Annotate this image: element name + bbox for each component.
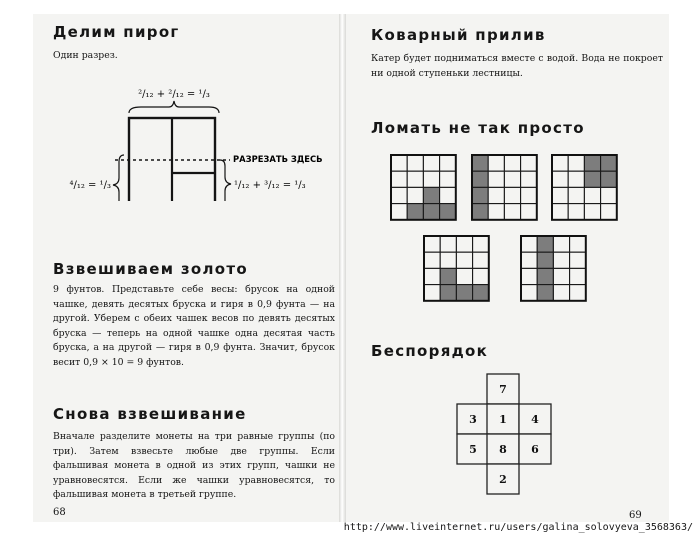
grid-cell xyxy=(440,268,456,284)
grid-cell xyxy=(472,187,488,203)
grid-cell xyxy=(423,155,439,171)
grid-5 xyxy=(521,236,586,301)
top-brace xyxy=(129,101,219,113)
grid-cell xyxy=(584,171,600,187)
grid-cell xyxy=(391,187,407,203)
grid-cell xyxy=(568,187,584,203)
chocolate-grids xyxy=(346,150,669,310)
weighing-text: Вначале разделите монеты на три равные группы (по три). Затем взвесьте любые две группы. Если фальшивая монета в одной из этих групп, чашки не уравновесятся. Если же чашки уравновесятся, то фальшивая монета в третьей группе. xyxy=(53,431,335,501)
grid-cell xyxy=(440,285,456,301)
grid-cell xyxy=(472,171,488,187)
grid-cell xyxy=(504,204,520,220)
grid-cell xyxy=(553,285,569,301)
grid-cell xyxy=(472,204,488,220)
left-brace xyxy=(113,155,124,201)
grid-cell xyxy=(456,252,472,268)
grid-cell xyxy=(488,204,504,220)
grid-cell xyxy=(521,268,537,284)
cell-bottom: 2 xyxy=(499,473,507,486)
grid-cell xyxy=(568,204,584,220)
tide-text: Катер будет подниматься вместе с водой. Вода не покроет ни одной ступеньки лестницы. xyxy=(371,53,663,79)
grid-4 xyxy=(424,236,489,301)
cell-right-lower: 6 xyxy=(531,443,539,456)
grid-cell xyxy=(424,252,440,268)
grid-cell xyxy=(521,285,537,301)
grid-cell xyxy=(521,252,537,268)
page-number-right: 69 xyxy=(629,510,642,521)
grid-cell xyxy=(473,236,489,252)
grid-cell xyxy=(424,268,440,284)
grid-cell xyxy=(488,187,504,203)
grid-cell xyxy=(552,204,568,220)
grid-cell xyxy=(456,285,472,301)
grid-cell xyxy=(473,252,489,268)
grid-cell xyxy=(521,204,537,220)
grid-cell xyxy=(424,285,440,301)
grid-cell xyxy=(440,171,456,187)
break-title: Ломать не так просто xyxy=(371,119,585,137)
grid-cell xyxy=(407,204,423,220)
label-right: ¹/₁₂ + ³/₁₂ = ¹/₃ xyxy=(234,180,306,191)
grid-cell xyxy=(440,204,456,220)
grid-cell xyxy=(472,155,488,171)
right-page xyxy=(346,14,669,522)
grid-cell xyxy=(601,155,617,171)
grid-cell xyxy=(537,236,553,252)
grid-cell xyxy=(423,171,439,187)
grid-cell xyxy=(570,268,586,284)
grid-cell xyxy=(601,171,617,187)
grid-cell xyxy=(568,171,584,187)
grid-cell xyxy=(552,171,568,187)
grid-cell xyxy=(553,236,569,252)
grid-cell xyxy=(521,187,537,203)
cell-center-lower: 8 xyxy=(499,443,507,456)
grid-cell xyxy=(440,252,456,268)
source-url[interactable]: http://www.liveinternet.ru/users/galina_solovyeva_3568363/ xyxy=(343,522,693,533)
grid-cell xyxy=(407,155,423,171)
label-left: ⁴/₁₂ = ¹/₃ xyxy=(69,180,111,191)
cell-left-lower: 5 xyxy=(469,443,477,456)
grid-cell xyxy=(473,268,489,284)
grid-cell xyxy=(521,236,537,252)
grid-cell xyxy=(440,187,456,203)
pie-title: Делим пирог xyxy=(53,23,180,41)
right-brace xyxy=(220,160,231,201)
grid-cell xyxy=(407,171,423,187)
grid-cell xyxy=(407,187,423,203)
cell-center-upper: 1 xyxy=(499,413,507,426)
grid-cell xyxy=(584,155,600,171)
grid-cell xyxy=(537,285,553,301)
grid-2 xyxy=(472,155,537,220)
grid-cell xyxy=(456,268,472,284)
book-gutter xyxy=(339,14,346,522)
grid-cell xyxy=(521,155,537,171)
grid-cell xyxy=(537,268,553,284)
grid-cell xyxy=(424,236,440,252)
grid-cell xyxy=(391,171,407,187)
grid-cell xyxy=(601,204,617,220)
grid-cell xyxy=(423,187,439,203)
gold-title: Взвешиваем золото xyxy=(53,260,248,278)
weighing-title: Снова взвешивание xyxy=(53,405,247,423)
grid-cell xyxy=(488,171,504,187)
grid-cell xyxy=(504,171,520,187)
grid-cell xyxy=(440,155,456,171)
cut-label: РАЗРЕЗАТЬ ЗДЕСЬ xyxy=(233,154,323,164)
grid-cell xyxy=(584,187,600,203)
grid-cell xyxy=(391,204,407,220)
grid-cell xyxy=(521,171,537,187)
grid-cell xyxy=(584,204,600,220)
grid-cell xyxy=(504,155,520,171)
grid-cell xyxy=(553,252,569,268)
grid-cell xyxy=(552,187,568,203)
grid-cell xyxy=(552,155,568,171)
cell-left-upper: 3 xyxy=(469,413,477,426)
grid-cell xyxy=(570,236,586,252)
tide-title: Коварный прилив xyxy=(371,26,546,44)
grid-cell xyxy=(423,204,439,220)
grid-cell xyxy=(504,187,520,203)
label-top: ²/₁₂ + ²/₁₂ = ¹/₃ xyxy=(138,89,210,100)
pie-answer: Один разрез. xyxy=(53,50,118,61)
cell-top: 7 xyxy=(499,383,507,396)
grid-cell xyxy=(488,155,504,171)
grid-cell xyxy=(391,155,407,171)
grid-3 xyxy=(552,155,617,220)
grid-cell xyxy=(440,236,456,252)
grid-cell xyxy=(456,236,472,252)
grid-cell xyxy=(601,187,617,203)
grid-cell xyxy=(553,268,569,284)
left-page xyxy=(33,14,339,522)
grid-cell xyxy=(537,252,553,268)
grid-cell xyxy=(473,285,489,301)
grid-cell xyxy=(570,285,586,301)
pie-diagram xyxy=(33,76,339,201)
grid-1 xyxy=(391,155,456,220)
disorder-title: Беспорядок xyxy=(371,342,489,360)
cell-right-upper: 4 xyxy=(531,413,539,426)
page-number-left: 68 xyxy=(53,507,66,518)
grid-cell xyxy=(568,155,584,171)
grid-cell xyxy=(570,252,586,268)
number-cross xyxy=(346,372,669,512)
gold-text: 9 фунтов. Представьте себе весы: брусок на одной чашке, девять десятых бруска и гиря в 0,9 фунта — на другой. Уберем с обеих чашек весов по девять десятых бруска — теперь на одной чашке одна десятая часть бруска, а на другой — гиря в 0,9 фунта. Значит, брусок весит 0,9 × 10 = 9 фунтов. xyxy=(53,284,335,368)
